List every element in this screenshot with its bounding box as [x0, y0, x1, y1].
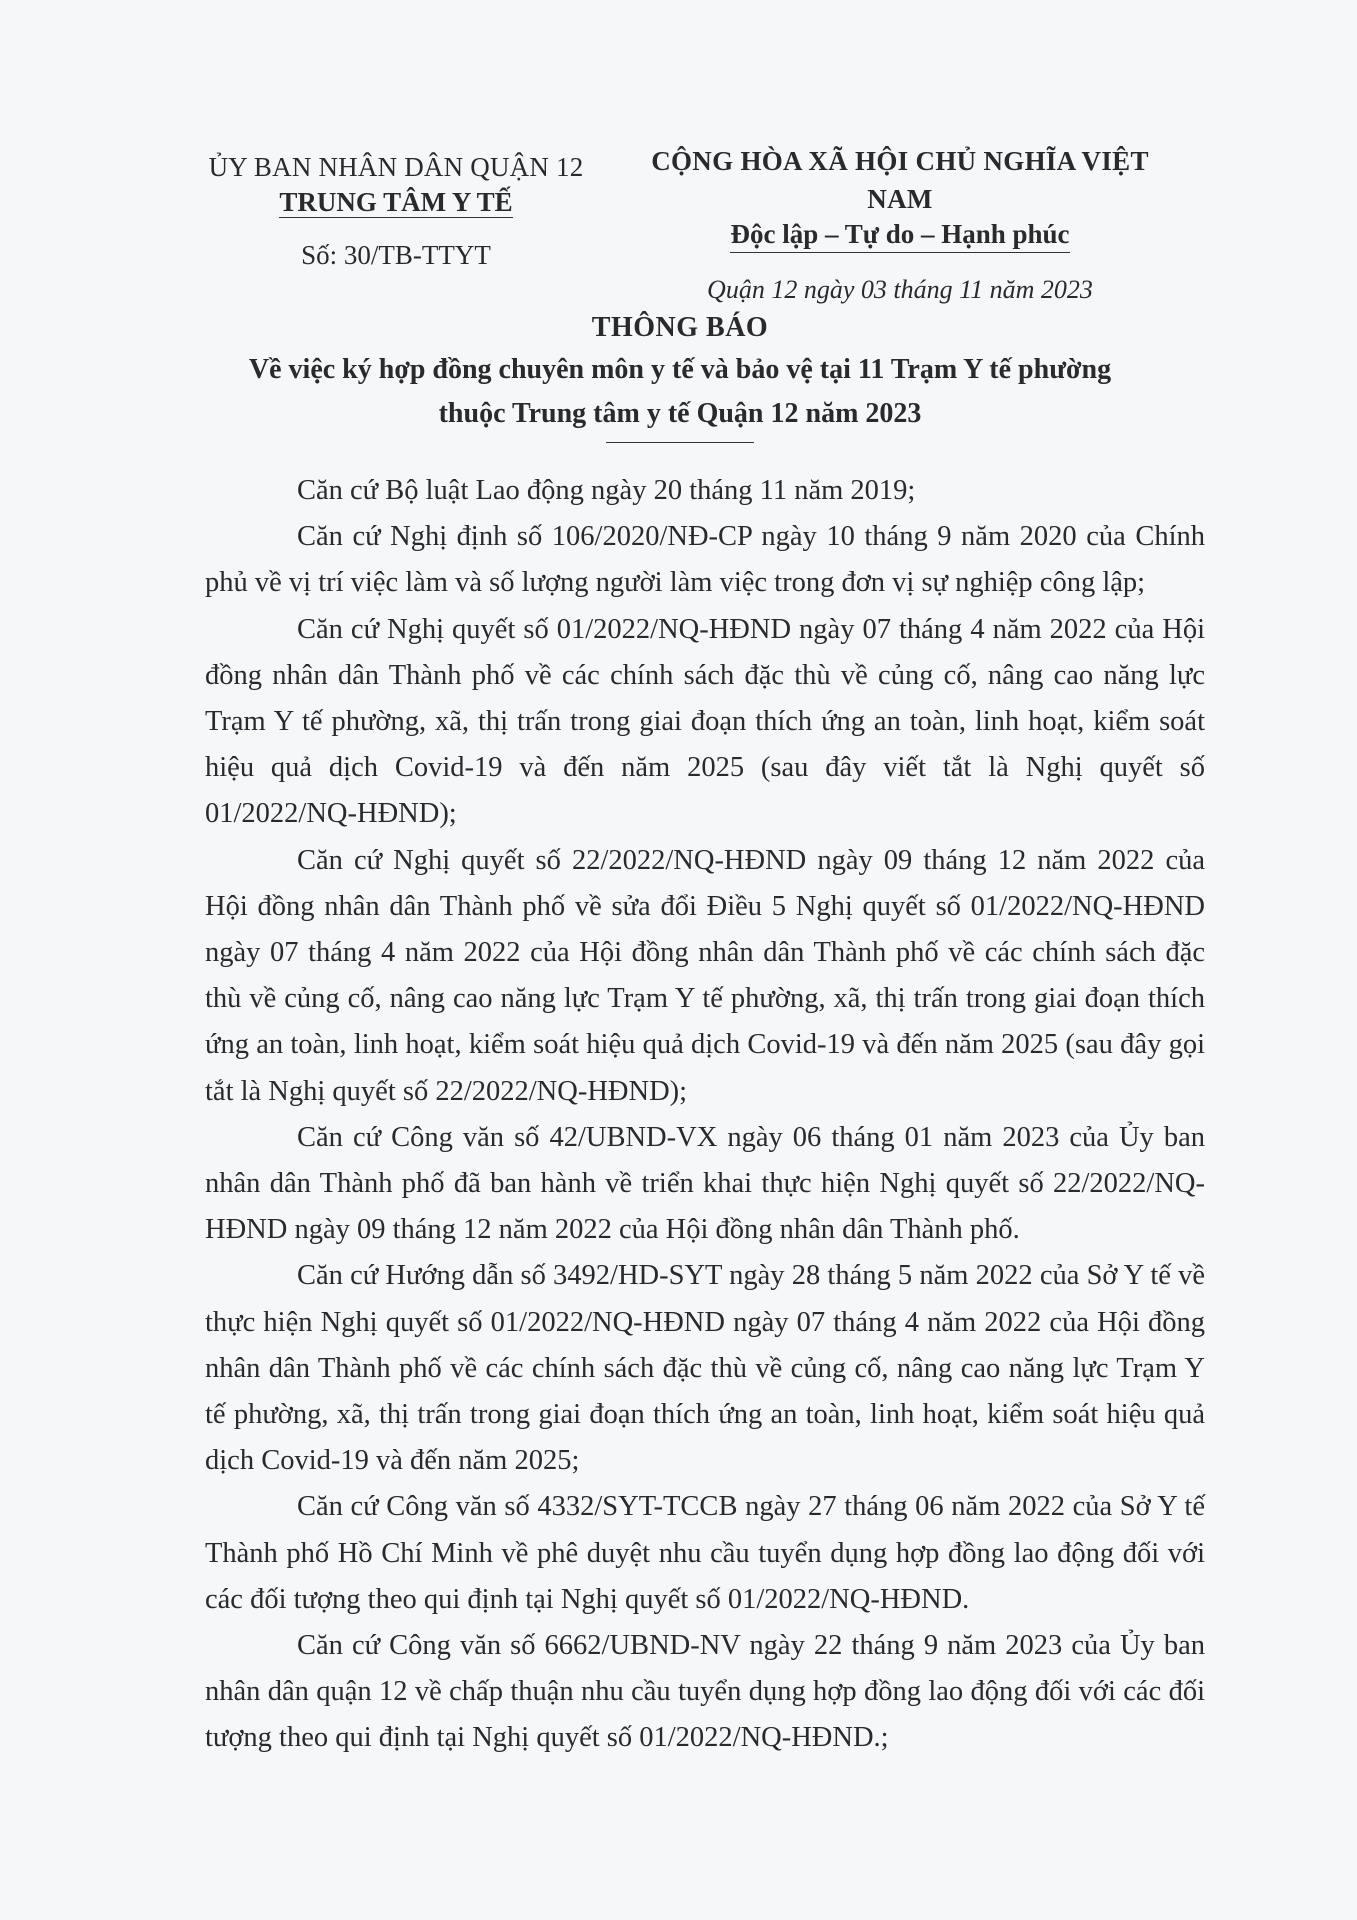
title-divider: [606, 442, 754, 443]
organization-name-wrap: [196, 184, 596, 220]
organization-name: TRUNG TÂM Y TẾ: [279, 187, 513, 217]
legal-basis-paragraph: Căn cứ Công văn số 6662/UBND-NV ngày 22 tháng 9 năm 2023 của Ủy ban nhân dân quận 12 về chấp thuận nhu cầu tuyển dụng hợp đồng lao động đối với các đối tượng theo qui định tại Nghị quyết số 01/2022/NQ-HĐND.;: [205, 1630, 1205, 1754]
document-title-block: [150, 308, 1210, 443]
issuing-authority-block: [196, 150, 596, 272]
country-name: CỘNG HÒA XÃ HỘI CHỦ NGHĨA VIỆT NAM: [651, 146, 1149, 214]
document-body: [205, 468, 1205, 1762]
parent-organization: ỦY BAN NHÂN DÂN QUẬN 12: [208, 152, 584, 182]
document-number: Số: 30/TB-TTYT: [301, 240, 491, 270]
legal-basis-paragraph: Căn cứ Công văn số 4332/SYT-TCCB ngày 27 tháng 06 năm 2022 của Sở Y tế Thành phố Hồ Chí Minh về phê duyệt nhu cầu tuyển dụng hợp đồng lao động đối với các đối tượng theo qui định tại Nghị quyết số 01/2022/NQ-HĐND.: [205, 1491, 1205, 1615]
document-subject-line-1: Về việc ký hợp đồng chuyên môn y tế và bảo vệ tại 11 Trạm Y tế phường: [248, 354, 1112, 385]
legal-basis-paragraph: Căn cứ Nghị định số 106/2020/NĐ-CP ngày 10 tháng 9 năm 2020 của Chính phủ về vị trí việc làm và số lượng người làm việc trong đơn vị sự nghiệp công lập;: [205, 521, 1205, 599]
document-subject-line-2: thuộc Trung tâm y tế Quận 12 năm 2023: [438, 398, 922, 429]
motto-wrap: [640, 218, 1160, 253]
legal-basis-paragraph: Căn cứ Hướng dẫn số 3492/HD-SYT ngày 28 tháng 5 năm 2022 của Sở Y tế về thực hiện Nghị quyết số 01/2022/NQ-HĐND ngày 07 tháng 4 năm 2022 của Hội đồng nhân dân Thành phố về các chính sách đặc thù về củng cố, nâng cao năng lực Trạm Y tế phường, xã, thị trấn trong giai đoạn thích ứng an toàn, linh hoạt, kiểm soát hiệu quả dịch Covid-19 và đến năm 2025;: [205, 1260, 1205, 1477]
national-motto: Độc lập – Tự do – Hạnh phúc: [730, 218, 1069, 253]
legal-basis-paragraph: Căn cứ Công văn số 42/UBND-VX ngày 06 tháng 01 năm 2023 của Ủy ban nhân dân Thành phố đã ban hành về triển khai thực hiện Nghị quyết số 22/2022/NQ-HĐND ngày 09 tháng 12 năm 2022 của Hội đồng nhân dân Thành phố.: [205, 1121, 1205, 1246]
legal-basis-paragraph: Căn cứ Nghị quyết số 22/2022/NQ-HĐND ngày 09 tháng 12 năm 2022 của Hội đồng nhân dân Thành phố về sửa đổi Điều 5 Nghị quyết số 01/2022/NQ-HĐND ngày 07 tháng 4 năm 2022 của Hội đồng nhân dân Thành phố về các chính sách đặc thù về củng cố, nâng cao năng lực Trạm Y tế phường, xã, thị trấn trong giai đoạn thích ứng an toàn, linh hoạt, kiểm soát hiệu quả dịch Covid-19 và đến năm 2025 (sau đây gọi tắt là Nghị quyết số 22/2022/NQ-HĐND);: [205, 844, 1205, 1107]
document-heading: THÔNG BÁO: [591, 312, 769, 343]
national-header-block: [640, 142, 1160, 307]
place-and-date: Quận 12 ngày 03 tháng 11 năm 2023: [707, 275, 1093, 304]
legal-basis-paragraph: Căn cứ Nghị quyết số 01/2022/NQ-HĐND ngày 07 tháng 4 năm 2022 của Hội đồng nhân dân Thành phố về các chính sách đặc thù về củng cố, nâng cao năng lực Trạm Y tế phường, xã, thị trấn trong giai đoạn thích ứng an toàn, linh hoạt, kiểm soát hiệu quả dịch Covid-19 và đến năm 2025 (sau đây viết tắt là Nghị quyết số 01/2022/NQ-HĐND);: [205, 613, 1205, 830]
legal-basis-paragraph: Căn cứ Bộ luật Lao động ngày 20 tháng 11 năm 2019;: [297, 475, 916, 506]
